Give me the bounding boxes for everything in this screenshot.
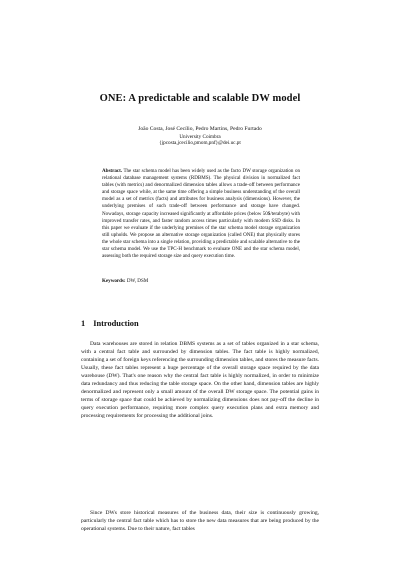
section-number: 1 [81, 319, 86, 328]
section-title: Introduction [93, 319, 139, 328]
abstract-label: Abstract. [102, 168, 123, 174]
keywords-text: DW, DSM [126, 278, 149, 284]
intro-paragraph-2 [81, 509, 319, 533]
author-emails: {jpcosta,jcecilio,pmom,pnf}@dei.uc.pt [159, 140, 241, 146]
intro-paragraph-1 [81, 340, 319, 420]
author-list: João Costa, José Cecílio, Pedro Martins, Pedro Furtado [138, 126, 262, 132]
abstract [102, 168, 300, 260]
abstract-text: The star schema model has been widely used as the facto DW storage organization on relational database management systems (RDBMS). The physical division in normalized fact tables (with metrics) and denormalized dimension tables allows a trade-off between performance and storage space while, at the same time offering a simple business understanding of the overall model as a set of metrics (facts) and attributes for business analysis (dimensions). However, the underlying premises of such trade-off between performance and storage have changed. Nowadays, storage capacity increased significantly at affordable prices (below 50$/terabyte) with improved transfer rates, and faster random access times particularly with modern SSD disks. In this paper we evaluate if the underlying premises of the star schema model storage organization still upholds. We propose an alternative storage organization (called ONE) that physically stores the whole star schema into a single relation, providing a predictable and scalable alternative to the star schema model. We use the TPC-H benchmark to evaluate ONE and the star schema model, assessing both the required storage size and query execution time. [102, 168, 300, 260]
section-heading-introduction [81, 319, 139, 328]
paper-title: ONE: A predictable and scalable DW model [99, 93, 301, 104]
affiliation: University Coimbra [179, 134, 221, 140]
keywords-label: Keywords: [102, 278, 126, 284]
paragraph-text: Since DWs store historical measures of the business data, their size is continuously growing, particularly the central fact table which has to store the new data measures that are being produced by the operational systems. Due to their nature, fact tables [81, 510, 319, 533]
paragraph-text: Data warehouses are stored in relation DBMS systems as a set of tables organized in a star schema, with a central fact table and surrounded by dimension tables. The fact table is highly normalized, containing a set of foreign keys referencing the surrounding dimension tables, and stores the measure facts. Usually, these fact tables represent a huge percentage of the overall storage space required by the data warehouse (DW). That's one reason why the central fact table is highly normalized, in order to minimize data redundancy and thus reducing the table storage space. On the other hand, dimension tables are highly denormalized and represent only a small amount of the overall DW storage space. The potential gains in terms of storage space that could be achieved by normalizing dimensions does not pay-off the decline in query execution performance, requiring more complex query execution plans and extra memory and processing requirements for processing the additional joins. [81, 341, 319, 420]
keywords [102, 278, 300, 285]
